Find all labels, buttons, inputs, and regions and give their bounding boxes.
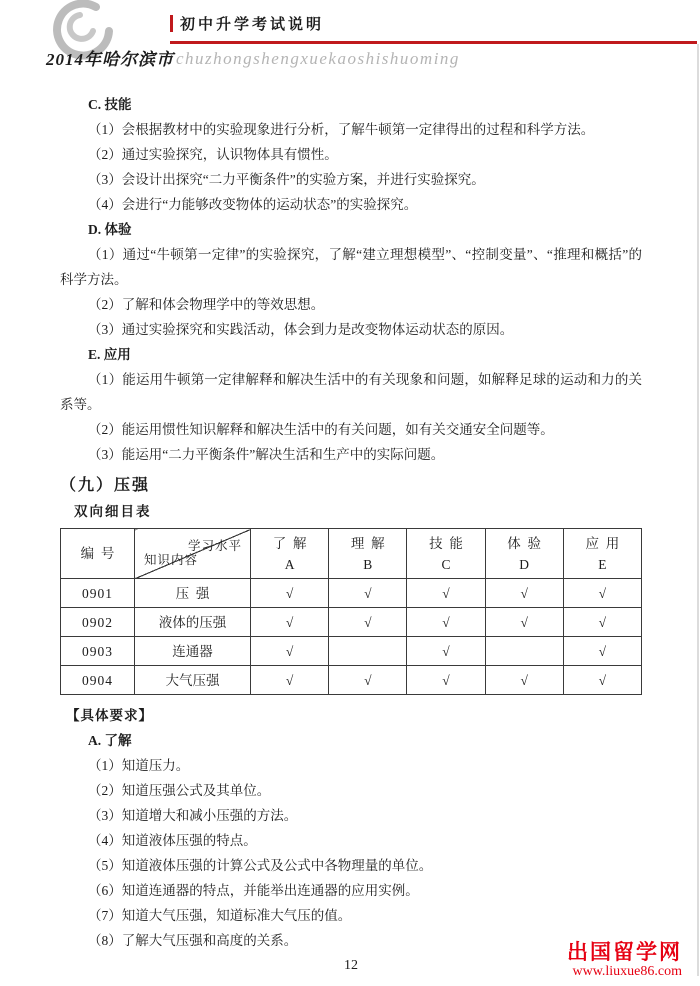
- mark-cell: √: [407, 608, 485, 637]
- row-name: 压 强: [135, 579, 251, 608]
- requirement-item: （6）知道连通器的特点，并能举出连通器的应用实例。: [88, 883, 419, 898]
- document-content: [0, 88, 700, 977]
- row-id: 0902: [61, 608, 135, 637]
- watermark-site-url: www.liuxue86.com: [572, 963, 682, 979]
- header-level-d: 体 验 D: [485, 529, 563, 579]
- mark-cell: √: [563, 637, 641, 666]
- mark-cell: √: [485, 579, 563, 608]
- paragraph: （2）通过实验探究，认识物体具有惯性。: [88, 147, 338, 162]
- section-heading-application: E. 应用: [88, 347, 131, 362]
- requirements-heading: 【具体要求】: [66, 708, 153, 723]
- paragraph: （3）通过实验探究和实践活动，体会到力是改变物体运动状态的原因。: [88, 322, 514, 337]
- mark-cell: √: [407, 666, 485, 695]
- corner-label-knowledge: 知识内容: [144, 553, 199, 567]
- row-name: 连通器: [135, 637, 251, 666]
- mark-cell: [485, 637, 563, 666]
- mark-cell: √: [563, 666, 641, 695]
- section-heading-experience: D. 体验: [88, 222, 132, 237]
- table-row: [61, 579, 642, 608]
- paragraph: （3）会设计出探究“二力平衡条件”的实验方案，并进行实验探究。: [88, 172, 485, 187]
- mark-cell: √: [251, 637, 329, 666]
- header-id: 编 号: [61, 529, 135, 579]
- requirements-subheading: A. 了解: [88, 733, 132, 748]
- page-number: 12: [344, 958, 358, 973]
- table-row: [61, 637, 642, 666]
- mark-cell: √: [485, 608, 563, 637]
- watermark-site-name: 出国留学网: [567, 939, 682, 964]
- row-id: 0901: [61, 579, 135, 608]
- mark-cell: √: [251, 666, 329, 695]
- header-level-a: 了 解 A: [251, 529, 329, 579]
- corner-label-learning-level: 学习水平: [187, 539, 242, 553]
- paragraph: （3）能运用“二力平衡条件”解决生活和生产中的实际问题。: [88, 447, 445, 462]
- table-row: [61, 666, 642, 695]
- paragraph: （1）能运用牛顿第一定律解释和解决生活中的有关现象和问题，如解释足球的运动和力的关系等。: [60, 372, 642, 412]
- doc-title-row: [170, 13, 324, 34]
- doc-title: 初中升学考试说明: [180, 17, 325, 33]
- mark-cell: √: [329, 666, 407, 695]
- requirement-item: （1）知道压力。: [88, 758, 190, 773]
- mark-cell: √: [485, 666, 563, 695]
- mark-cell: √: [329, 579, 407, 608]
- header-corner-cell: [135, 529, 251, 579]
- two-way-specification-table: [60, 528, 642, 695]
- chapter-title-pressure: （九）压强: [60, 477, 151, 494]
- mark-cell: √: [563, 579, 641, 608]
- table-caption: 双向细目表: [74, 504, 152, 519]
- section-heading-skill: C. 技能: [88, 97, 132, 112]
- paragraph: （2）能运用惯性知识解释和解决生活中的有关问题，如有关交通安全问题等。: [88, 422, 554, 437]
- requirement-item: （4）知道液体压强的特点。: [88, 833, 257, 848]
- requirement-item: （5）知道液体压强的计算公式及公式中各物理量的单位。: [88, 858, 433, 873]
- pinyin-subtitle: chuzhongshengxuekaoshishuoming: [176, 49, 460, 68]
- row-id: 0904: [61, 666, 135, 695]
- mark-cell: √: [407, 637, 485, 666]
- requirement-item: （3）知道增大和减小压强的方法。: [88, 808, 298, 823]
- requirement-item: （8）了解大气压强和高度的关系。: [88, 933, 298, 948]
- scan-edge-line: [697, 44, 699, 976]
- header-level-c: 技 能 C: [407, 529, 485, 579]
- table-header-row: [61, 529, 642, 579]
- mark-cell: [329, 637, 407, 666]
- title-accent-bar: [170, 15, 173, 32]
- mark-cell: √: [563, 608, 641, 637]
- page-header: [0, 0, 700, 88]
- paragraph: （2）了解和体会物理学中的等效思想。: [88, 297, 325, 312]
- row-name: 大气压强: [135, 666, 251, 695]
- header-red-rule: [170, 41, 697, 44]
- paragraph: （1）通过“牛顿第一定律”的实验探究，了解“建立理想模型”、“控制变量”、“推理和概括”的科学方法。: [60, 247, 642, 287]
- row-id: 0903: [61, 637, 135, 666]
- mark-cell: √: [329, 608, 407, 637]
- mark-cell: √: [251, 579, 329, 608]
- requirement-item: （2）知道压强公式及其单位。: [88, 783, 271, 798]
- paragraph: （4）会进行“力能够改变物体的运动状态”的实验探究。: [88, 197, 418, 212]
- city-year-label: 2014年哈尔滨市: [46, 50, 174, 69]
- watermark: [567, 940, 682, 980]
- mark-cell: √: [251, 608, 329, 637]
- requirement-item: （7）知道大气压强，知道标准大气压的值。: [88, 908, 352, 923]
- header-level-b: 理 解 B: [329, 529, 407, 579]
- row-name: 液体的压强: [135, 608, 251, 637]
- header-level-e: 应 用 E: [563, 529, 641, 579]
- mark-cell: √: [407, 579, 485, 608]
- paragraph: （1）会根据教材中的实验现象进行分析，了解牛顿第一定律得出的过程和科学方法。: [88, 122, 595, 137]
- table-row: [61, 608, 642, 637]
